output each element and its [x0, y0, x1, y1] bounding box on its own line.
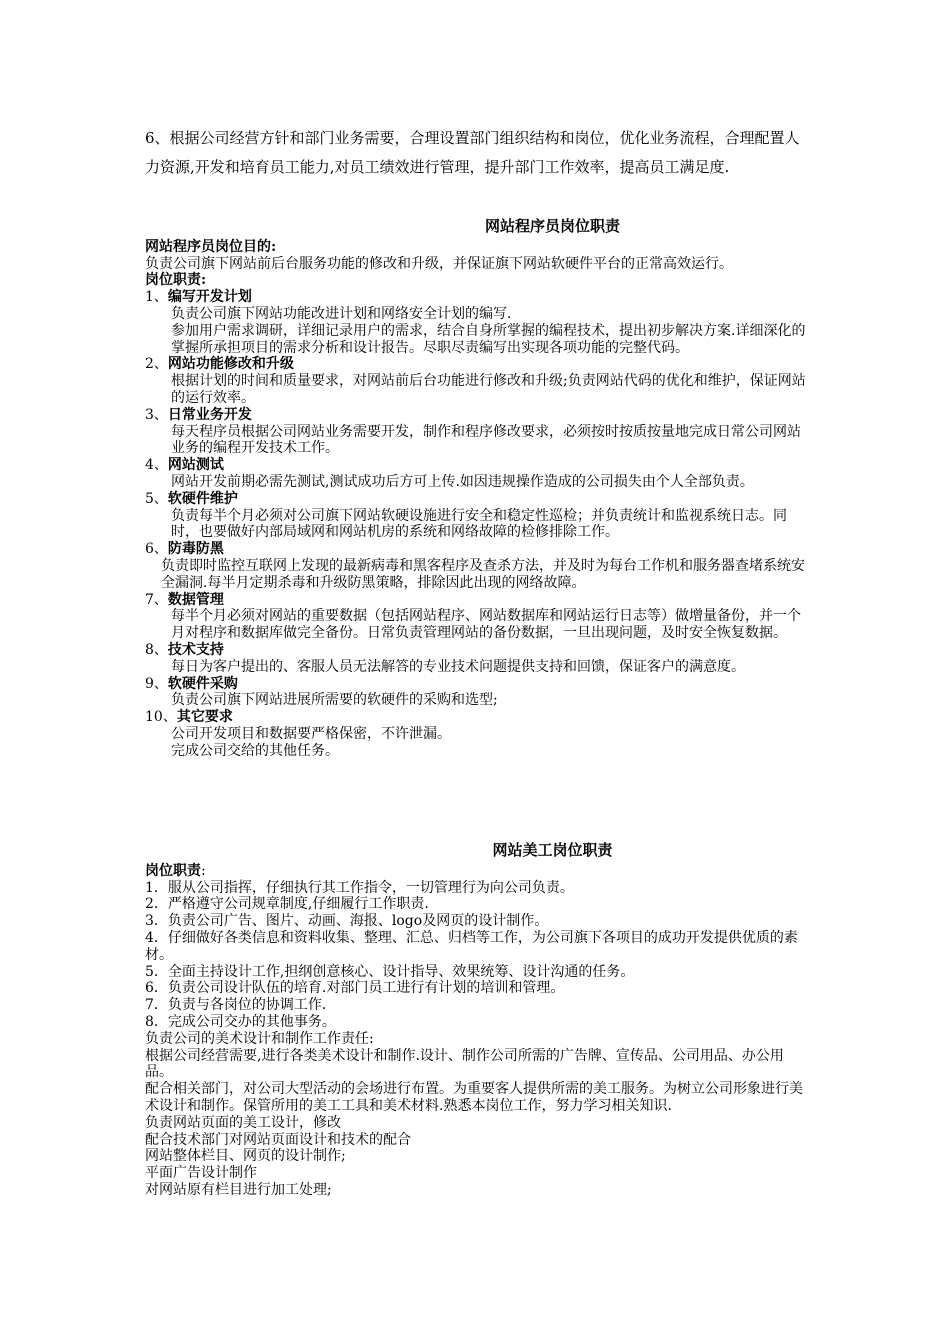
programmer-item [145, 457, 810, 491]
programmer-item [145, 407, 810, 457]
programmer-item [145, 709, 810, 759]
designer-paragraph: 配合相关部门，对公司大型活动的会场进行布置。为重要客人提供所需的美工服务。为树立公司形象进行美术设计和制作。保管所用的美工工具和美术材料.熟悉本岗位工作，努力学习相关知识. [145, 1081, 803, 1114]
intro-paragraph [145, 124, 810, 182]
designer-paragraph: 配合技术部门对网站页面设计和技术的配合 [145, 1131, 411, 1148]
item-text: 每日为客户提出的、客服人员无法解答的专业技术问题提供支持和回馈，保证客户的满意度。 [171, 658, 745, 675]
item-label: 日常业务开发 [167, 406, 252, 423]
item-number: 1、 [145, 289, 168, 306]
item-number: 2、 [145, 356, 168, 373]
designer-paragraph: 负责网站页面的美工设计，修改 [145, 1114, 341, 1131]
programmer-item [145, 491, 810, 541]
item-label: 其它要求 [176, 709, 233, 726]
designer-duty-item: 4．仔细做好各类信息和资料收集、整理、汇总、归档等工作，为公司旗下各项目的成功开发提供优质的素材。 [145, 929, 798, 963]
programmer-section [145, 218, 810, 760]
programmer-item [145, 541, 810, 591]
item-label: 网站功能修改和升级 [167, 356, 294, 373]
item-number: 5、 [145, 490, 168, 507]
item-text: 每天程序员根据公司网站业务需要开发，制作和程序修改要求，必须按时按质按量地完成日常公司网站业务的编程开发技术工作。 [171, 423, 801, 457]
item-label: 数据管理 [167, 591, 224, 608]
item-text: 负责每半个月必须对公司旗下网站软硬设施进行安全和稳定性巡检；并负责统计和监视系统日志。同时，也要做好内部局域网和网站机房的系统和网络故障的检修排除工作。 [171, 507, 787, 541]
designer-duty-item: 8．完成公司交办的其他事务。 [145, 1013, 336, 1030]
item-text: 负责即时监控互联网上发现的最新病毒和黑客程序及查杀方法，并及时为每台工作机和服务器查堵系统安全漏洞.每半月定期杀毒和升级防黑策略，排除因此出现的网络故障。 [161, 557, 805, 591]
intro-text: 6、根据公司经营方针和部门业务需要，合理设置部门组织结构和岗位，优化业务流程，合理配置人力资源,开发和培育员工能力,对员工绩效进行管理，提升部门工作效率，提高员工满足度. [145, 129, 800, 176]
item-number: 9、 [145, 675, 168, 692]
designer-duty-item: 3．负责公司广告、图片、动画、海报、logo及网页的设计制作。 [145, 913, 549, 930]
item-number: 3、 [145, 406, 168, 423]
designer-paragraph: 负责公司的美术设计和制作工作责任: [145, 1030, 374, 1047]
designer-title: 网站美工岗位职责 [492, 841, 613, 859]
item-label: 网站测试 [167, 457, 224, 474]
item-label: 编写开发计划 [167, 289, 252, 306]
designer-duty-item: 2．严格遵守公司规章制度,仔细履行工作职责. [145, 896, 429, 913]
programmer-purpose-text: 负责公司旗下网站前后台服务功能的修改和升级，并保证旗下网站软硬件平台的正常高效运行。 [145, 255, 733, 272]
item-text: 完成公司交给的其他任务。 [171, 742, 339, 759]
item-text: 负责公司旗下网站进展所需要的软硬件的采购和选型; [171, 692, 498, 709]
programmer-purpose-heading: 网站程序员岗位目的: [145, 238, 277, 255]
item-text: 网站开发前期必需先测试,测试成功后方可上传.如因违规操作造成的公司损失由个人全部负责。 [171, 473, 754, 490]
designer-paragraph: 对网站原有栏目进行加工处理; [145, 1181, 332, 1198]
programmer-duties-heading: 岗位职责: [145, 272, 207, 289]
item-label: 软硬件采购 [167, 675, 238, 692]
item-text: 参加用户需求调研，详细记录用户的需求，结合自身所掌握的编程技术，提出初步解决方案.详细深化的掌握所承担项目的需求分析和设计报告。尽职尽责编写出实现各项功能的完整代码。 [171, 322, 806, 356]
programmer-item [145, 676, 810, 710]
designer-paragraph: 根据公司经营需要,进行各类美术设计和制作.设计、制作公司所需的广告牌、宣传品、公司用品、办公用品。 [145, 1047, 784, 1081]
item-text: 负责公司旗下网站功能改进计划和网络安全计划的编写. [171, 305, 512, 322]
designer-section [145, 842, 810, 1199]
item-number: 7、 [145, 591, 168, 608]
programmer-title: 网站程序员岗位职责 [484, 217, 620, 235]
item-number: 6、 [145, 541, 168, 558]
item-number: 8、 [145, 641, 168, 658]
designer-duty-item: 7．负责与各岗位的协调工作. [145, 997, 327, 1014]
item-text: 根据计划的时间和质量要求，对网站前后台功能进行修改和升级;负责网站代码的优化和维护，保证网站的运行效率。 [171, 373, 806, 406]
programmer-item [145, 356, 810, 406]
item-label: 技术支持 [167, 641, 224, 658]
designer-duties-colon: : [201, 862, 206, 879]
programmer-item [145, 642, 810, 676]
programmer-item [145, 592, 810, 642]
item-text: 公司开发项目和数据要严格保密，不许泄漏。 [171, 725, 451, 742]
item-number: 10、 [145, 709, 177, 726]
designer-duties-heading: 岗位职责 [145, 862, 201, 879]
item-number: 4、 [145, 457, 168, 474]
designer-duty-item: 5．全面主持设计工作,担纲创意核心、设计指导、效果统筹、设计沟通的任务。 [145, 963, 635, 980]
designer-paragraph: 平面广告设计制作 [145, 1165, 257, 1182]
designer-duty-item: 1．服从公司指挥，仔细执行其工作指令，一切管理行为向公司负责。 [145, 879, 574, 896]
item-label: 防毒防黑 [167, 541, 224, 558]
designer-paragraph: 网站整体栏目、网页的设计制作; [145, 1148, 346, 1165]
item-label: 软硬件维护 [167, 490, 238, 507]
programmer-item [145, 289, 810, 356]
item-text: 每半个月必须对网站的重要数据（包括网站程序、网站数据库和网站运行日志等）做增量备份，并一个月对程序和数据库做完全备份。日常负责管理网站的备份数据，一旦出现问题，及时安全恢复数据。 [171, 608, 801, 642]
designer-duty-item: 6．负责公司设计队伍的培育.对部门员工进行有计划的培训和管理。 [145, 980, 565, 997]
